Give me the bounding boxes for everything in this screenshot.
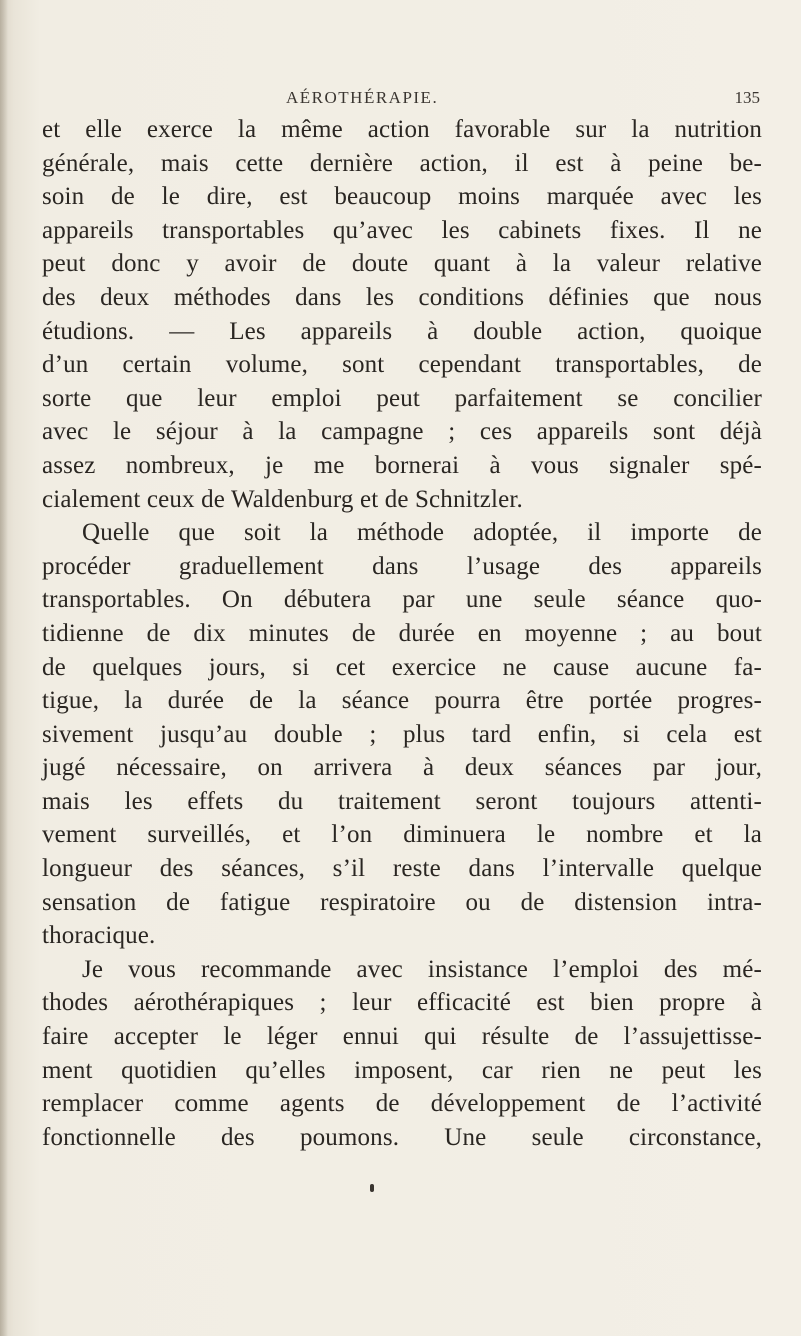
text-line: longueur des séances, s’il reste dans l’intervalle quelque	[42, 855, 762, 883]
text-line: sivement jusqu’au double ; plus tard enfin, si cela est	[42, 720, 762, 748]
text-line: vement surveillés, et l’on diminuera le nombre et la	[42, 821, 762, 849]
text-line: tidienne de dix minutes de durée en moyenne ; au bout	[42, 619, 762, 647]
spine-shadow	[0, 0, 8, 1336]
text-line: faire accepter le léger ennui qui résulte de l’assujettisse-	[42, 1023, 762, 1051]
text-line: mais les effets du traitement seront toujours attenti-	[42, 787, 762, 815]
paragraph-start: Je vous recommande avec insistance l’emploi des mé-	[82, 955, 762, 983]
text-line: de quelques jours, si cet exercice ne cause aucune fa-	[42, 653, 762, 681]
text-line: tigue, la durée de la séance pourra être portée progres-	[42, 687, 762, 715]
text-line: peut donc y avoir de doute quant à la valeur relative	[42, 250, 762, 278]
text-line: thoracique.	[42, 922, 156, 950]
text-line: fonctionnelle des poumons. Une seule circonstance,	[42, 1123, 762, 1151]
page-number: 135	[734, 88, 760, 107]
text-line: cialement ceux de Waldenburg et de Schnitzler.	[42, 485, 523, 513]
text-line: transportables. On débutera par une seule séance quo-	[42, 586, 762, 614]
text-line: assez nombreux, je me bornerai à vous signaler spé-	[42, 451, 762, 479]
text-line: sorte que leur emploi peut parfaitement se concilier	[42, 384, 762, 412]
paragraph-start: Quelle que soit la méthode adoptée, il importe de	[82, 519, 762, 547]
body-text	[42, 113, 762, 1154]
ink-speck	[370, 1184, 374, 1192]
text-line: d’un certain volume, sont cependant transportables, de	[42, 351, 762, 379]
text-line: sensation de fatigue respiratoire ou de distension intra-	[42, 888, 762, 916]
text-line: ment quotidien qu’elles imposent, car rien ne peut les	[42, 1056, 762, 1084]
text-line: avec le séjour à la campagne ; ces appareils sont déjà	[42, 418, 762, 446]
running-title: AÉROTHÉRAPIE.	[286, 88, 439, 107]
text-line: remplacer comme agents de développement de l’activité	[42, 1090, 762, 1118]
text-line: et elle exerce la même action favorable sur la nutrition	[42, 116, 762, 143]
text-line: procéder graduellement dans l’usage des appareils	[42, 552, 762, 580]
text-line: des deux méthodes dans les conditions définies que nous	[42, 283, 762, 311]
text-line: étudions. — Les appareils à double action, quoique	[42, 317, 762, 345]
text-line: générale, mais cette dernière action, il est à peine be-	[42, 149, 762, 177]
running-head	[40, 88, 760, 112]
text-line: soin de le dire, est beaucoup moins marquée avec les	[42, 183, 762, 211]
text-line: jugé nécessaire, on arrivera à deux séances par jour,	[42, 754, 762, 782]
text-line: appareils transportables qu’avec les cabinets fixes. Il ne	[42, 216, 762, 244]
text-line: thodes aérothérapiques ; leur efficacité est bien propre à	[42, 989, 762, 1017]
